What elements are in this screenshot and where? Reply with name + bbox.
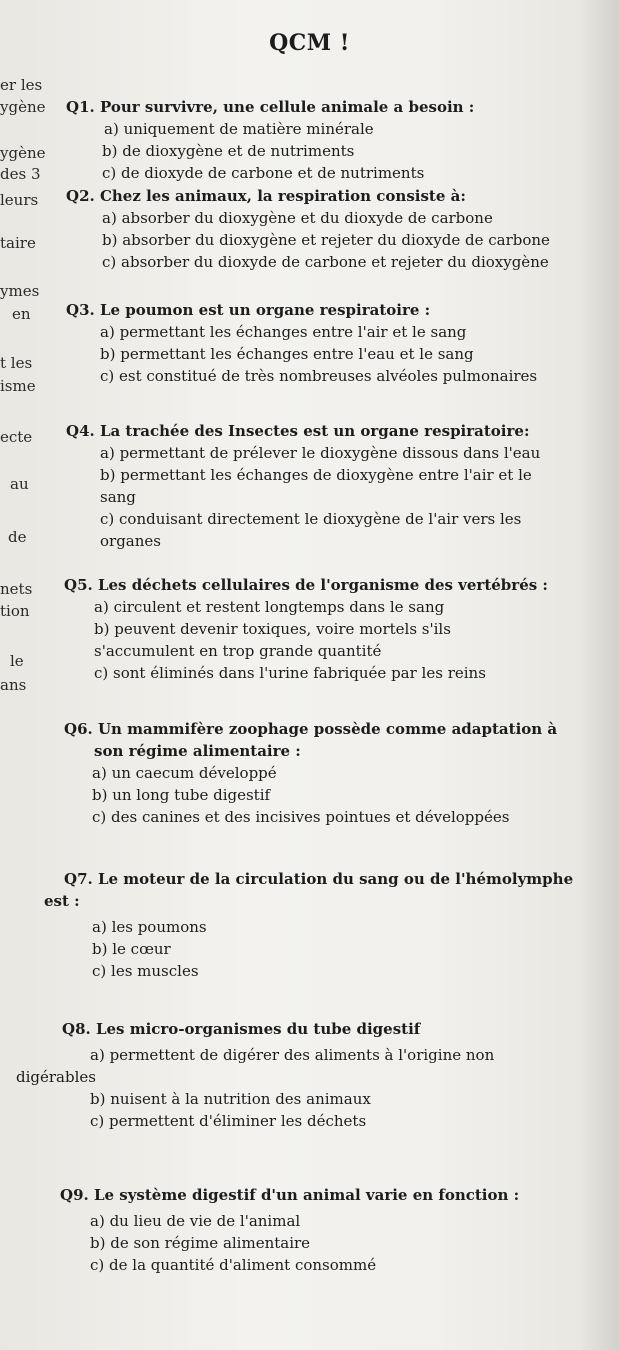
margin-fragment: ygène bbox=[0, 98, 46, 116]
question-6 bbox=[64, 718, 609, 828]
question-stem: Q5. Les déchets cellulaires de l'organisme des vertébrés : bbox=[64, 576, 548, 594]
option-b: b) de dioxygène et de nutriments bbox=[102, 142, 355, 160]
option-a: a) du lieu de vie de l'animal bbox=[90, 1212, 301, 1230]
option-b: b) absorber du dioxygène et rejeter du dioxyde de carbone bbox=[102, 231, 550, 249]
option-a: a) permettant de prélever le dioxygène dissous dans l'eau bbox=[100, 444, 541, 462]
option-b: b) de son régime alimentaire bbox=[90, 1234, 311, 1252]
option-c: c) des canines et des incisives pointues et développées bbox=[92, 808, 510, 826]
question-3 bbox=[66, 299, 606, 387]
option-a: a) un caecum développé bbox=[92, 764, 277, 782]
margin-fragment: taire bbox=[0, 234, 36, 252]
option-a: a) absorber du dioxygène et du dioxyde de carbone bbox=[102, 209, 493, 227]
margin-fragment: ans bbox=[0, 676, 27, 694]
margin-fragment: isme bbox=[0, 377, 36, 395]
question-4 bbox=[66, 420, 606, 552]
option-b: b) permettant les échanges de dioxygène entre l'air et le bbox=[100, 466, 532, 484]
option-a: a) permettant les échanges entre l'air et le sang bbox=[100, 323, 467, 341]
question-9 bbox=[60, 1184, 610, 1276]
option-c: c) sont éliminés dans l'urine fabriquée par les reins bbox=[94, 664, 486, 682]
option-a: a) les poumons bbox=[92, 918, 207, 936]
option-b: b) permettant les échanges entre l'eau et le sang bbox=[100, 345, 474, 363]
margin-fragment: ecte bbox=[0, 428, 33, 446]
option-c: c) de dioxyde de carbone et de nutriments bbox=[102, 164, 425, 182]
option-c-cont: organes bbox=[100, 532, 161, 550]
question-stem: Q2. Chez les animaux, la respiration consiste à: bbox=[66, 187, 466, 205]
margin-fragment: des 3 bbox=[0, 165, 41, 183]
question-stem: Q6. Un mammifère zoophage possède comme adaptation à bbox=[64, 720, 558, 738]
option-c: c) est constitué de très nombreuses alvéoles pulmonaires bbox=[100, 367, 538, 385]
question-7 bbox=[44, 868, 604, 982]
margin-fragment: au bbox=[10, 475, 29, 493]
option-c: c) permettent d'éliminer les déchets bbox=[90, 1112, 367, 1130]
question-stem: Q1. Pour survivre, une cellule animale a besoin : bbox=[66, 98, 475, 116]
margin-fragment: er les bbox=[0, 76, 43, 94]
margin-fragment: en bbox=[12, 305, 31, 323]
option-b: b) peuvent devenir toxiques, voire mortels s'ils bbox=[94, 620, 451, 638]
margin-fragment: t les bbox=[0, 354, 33, 372]
option-c: c) de la quantité d'aliment consommé bbox=[90, 1256, 377, 1274]
question-stem: Q7. Le moteur de la circulation du sang ou de l'hémolymphe bbox=[64, 870, 574, 888]
question-5 bbox=[64, 574, 604, 684]
margin-fragment: ygène bbox=[0, 144, 46, 162]
question-8 bbox=[16, 1018, 596, 1132]
option-b: b) le cœur bbox=[92, 940, 171, 958]
question-stem-cont: est : bbox=[44, 892, 80, 910]
option-b-cont: s'accumulent en trop grande quantité bbox=[94, 642, 382, 660]
option-a: a) circulent et restent longtemps dans le sang bbox=[94, 598, 445, 616]
option-a: a) uniquement de matière minérale bbox=[104, 120, 374, 138]
question-stem-cont: son régime alimentaire : bbox=[94, 742, 301, 760]
question-stem: Q3. Le poumon est un organe respiratoire : bbox=[66, 301, 431, 319]
question-stem: Q4. La trachée des Insectes est un organe respiratoire: bbox=[66, 422, 530, 440]
option-b: b) nuisent à la nutrition des animaux bbox=[90, 1090, 371, 1108]
option-c: c) absorber du dioxyde de carbone et rejeter du dioxygène bbox=[102, 253, 549, 271]
option-b: b) un long tube digestif bbox=[92, 786, 271, 804]
margin-fragment: de bbox=[8, 528, 27, 546]
option-c: c) conduisant directement le dioxygène de l'air vers les bbox=[100, 510, 522, 528]
option-a: a) permettent de digérer des aliments à l'origine non bbox=[90, 1046, 495, 1064]
option-c: c) les muscles bbox=[92, 962, 199, 980]
page-title: QCM ! bbox=[269, 30, 350, 56]
question-stem: Q9. Le système digestif d'un animal varie en fonction : bbox=[60, 1186, 520, 1204]
question-stem: Q8. Les micro-organismes du tube digestif bbox=[62, 1020, 421, 1038]
question-2 bbox=[66, 185, 606, 273]
option-b-cont: sang bbox=[100, 488, 136, 506]
question-1 bbox=[66, 96, 606, 184]
margin-fragment: tion bbox=[0, 602, 30, 620]
margin-fragment: leurs bbox=[0, 191, 39, 209]
margin-fragment: ymes bbox=[0, 282, 40, 300]
option-a-cont: digérables bbox=[16, 1068, 96, 1086]
margin-fragment: le bbox=[10, 652, 24, 670]
margin-fragment: nets bbox=[0, 580, 33, 598]
